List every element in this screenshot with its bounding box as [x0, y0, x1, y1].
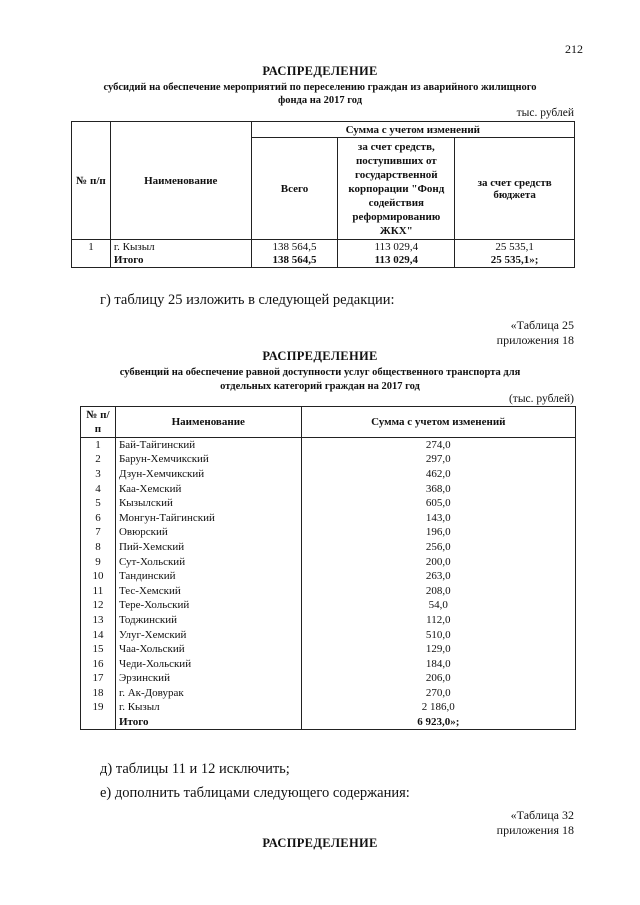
table-row: [81, 481, 576, 496]
total-sum: 6 923,0»;: [301, 715, 575, 730]
row-name: Барун-Хемчикский: [115, 452, 301, 467]
col-num-header: № п/п: [72, 122, 111, 240]
section2-ref-line1: «Таблица 25: [510, 318, 574, 332]
section2-subtitle-line2: отдельных категорий граждан на 2017 год: [220, 381, 420, 392]
section2-subtitle-line1: субвенций на обеспечение равной доступности услуг общественного транспорта для: [119, 367, 521, 378]
row-sum: 274,0: [301, 438, 575, 453]
row-name: Чеди-Хольский: [115, 656, 301, 671]
row-sum: 54,0: [301, 598, 575, 613]
row-name: г. Кызыл: [110, 240, 251, 254]
row-name: Бай-Тайгинский: [115, 438, 301, 453]
paragraph-e: е) дополнить таблицами следующего содержания:: [100, 785, 410, 801]
row-name: Кызылский: [115, 496, 301, 511]
row-num: 6: [81, 510, 116, 525]
section3-ref-line1: «Таблица 32: [510, 808, 574, 822]
row-name: Чаа-Хольский: [115, 642, 301, 657]
row-name: Улуг-Хемский: [115, 627, 301, 642]
section2-ref-line2: приложения 18: [496, 333, 574, 347]
total-fund: 113 029,4: [338, 254, 455, 268]
row-total: 138 564,5: [251, 240, 338, 254]
table-row: [81, 510, 576, 525]
table-row: [81, 583, 576, 598]
table-row: [81, 496, 576, 511]
section3-ref-line2: приложения 18: [496, 823, 574, 837]
row-name: Сут-Хольский: [115, 554, 301, 569]
row-num: 11: [81, 583, 116, 598]
row-name: Каа-Хемский: [115, 481, 301, 496]
row-num: 17: [81, 671, 116, 686]
row-num: 1: [72, 240, 111, 254]
table-row: [81, 598, 576, 613]
row-num: 10: [81, 569, 116, 584]
row-sum: 462,0: [301, 467, 575, 482]
section1-title: РАСПРЕДЕЛЕНИЕ: [262, 64, 378, 78]
row-num: 8: [81, 540, 116, 555]
row-num: 2: [81, 452, 116, 467]
row-sum: 263,0: [301, 569, 575, 584]
col-name-header: Наименование: [115, 407, 301, 438]
table-row: [81, 525, 576, 540]
transport-table: [80, 406, 576, 730]
row-sum: 256,0: [301, 540, 575, 555]
table-row: [81, 671, 576, 686]
row-sum: 368,0: [301, 481, 575, 496]
row-num: 1: [81, 438, 116, 453]
total-total: 138 564,5: [251, 254, 338, 268]
row-name: Тандинский: [115, 569, 301, 584]
row-name: Тере-Хольский: [115, 598, 301, 613]
row-name: Овюрский: [115, 525, 301, 540]
section1-subtitle-line1: субсидий на обеспечение мероприятий по переселению граждан из аварийного жилищного: [103, 82, 537, 93]
table-row: [81, 627, 576, 642]
row-num: 15: [81, 642, 116, 657]
table-row: [72, 240, 575, 254]
row-sum: 143,0: [301, 510, 575, 525]
paragraph-g: г) таблицу 25 изложить в следующей редакции:: [100, 292, 395, 308]
row-sum: 129,0: [301, 642, 575, 657]
col-name-header: Наименование: [110, 122, 251, 240]
paragraph-d: д) таблицы 11 и 12 исключить;: [100, 761, 290, 777]
row-name: Пий-Хемский: [115, 540, 301, 555]
total-budget: 25 535,1»;: [455, 254, 575, 268]
row-num: 7: [81, 525, 116, 540]
row-num: 19: [81, 700, 116, 715]
row-sum: 200,0: [301, 554, 575, 569]
row-name: г. Кызыл: [115, 700, 301, 715]
row-name: Тоджинский: [115, 613, 301, 628]
col-num-header: № п/п: [81, 407, 116, 438]
table-row: [81, 467, 576, 482]
row-num: 18: [81, 686, 116, 701]
row-sum: 270,0: [301, 686, 575, 701]
col-group-header: Сумма с учетом изменений: [251, 122, 574, 138]
table-row: [81, 438, 576, 453]
row-name: г. Ак-Довурак: [115, 686, 301, 701]
total-num: [81, 715, 116, 730]
row-sum: 510,0: [301, 627, 575, 642]
total-label: Итого: [110, 254, 251, 268]
col-sum-header: Сумма с учетом изменений: [301, 407, 575, 438]
row-name: Тес-Хемский: [115, 583, 301, 598]
row-sum: 196,0: [301, 525, 575, 540]
row-sum: 206,0: [301, 671, 575, 686]
row-sum: 184,0: [301, 656, 575, 671]
table-row: [81, 700, 576, 715]
section2-title: РАСПРЕДЕЛЕНИЕ: [262, 349, 378, 363]
row-sum: 2 186,0: [301, 700, 575, 715]
table-row: [81, 686, 576, 701]
section1-subtitle-line2: фонда на 2017 год: [277, 95, 363, 106]
col-budget-header: за счет средств бюджета: [455, 138, 575, 240]
row-num: 3: [81, 467, 116, 482]
table-row: [81, 656, 576, 671]
row-num: 12: [81, 598, 116, 613]
subsidy-table: [71, 121, 575, 268]
row-sum: 208,0: [301, 583, 575, 598]
total-label: Итого: [115, 715, 301, 730]
row-num: 9: [81, 554, 116, 569]
section3-title: РАСПРЕДЕЛЕНИЕ: [262, 836, 378, 850]
row-num: 14: [81, 627, 116, 642]
row-num: 5: [81, 496, 116, 511]
row-name: Эрзинский: [115, 671, 301, 686]
row-num: 4: [81, 481, 116, 496]
row-name: Монгун-Тайгинский: [115, 510, 301, 525]
table-row: [81, 540, 576, 555]
page-number: 212: [565, 42, 583, 56]
row-sum: 605,0: [301, 496, 575, 511]
row-num: 13: [81, 613, 116, 628]
table-row: [81, 452, 576, 467]
row-name: Дзун-Хемчикский: [115, 467, 301, 482]
table-row: [81, 569, 576, 584]
total-row: [81, 715, 576, 730]
table-row: [81, 642, 576, 657]
row-sum: 112,0: [301, 613, 575, 628]
total-row: [72, 254, 575, 268]
row-fund: 113 029,4: [338, 240, 455, 254]
row-sum: 297,0: [301, 452, 575, 467]
col-total-header: Всего: [251, 138, 338, 240]
table-row: [81, 613, 576, 628]
row-budget: 25 535,1: [455, 240, 575, 254]
row-num: 16: [81, 656, 116, 671]
section1-unit: тыс. рублей: [516, 107, 574, 119]
table-row: [81, 554, 576, 569]
section2-unit: (тыс. рублей): [508, 393, 574, 405]
col-fund-header: за счет средств, поступивших от государственной корпорации "Фонд содействия реформированию ЖКХ": [338, 138, 455, 240]
